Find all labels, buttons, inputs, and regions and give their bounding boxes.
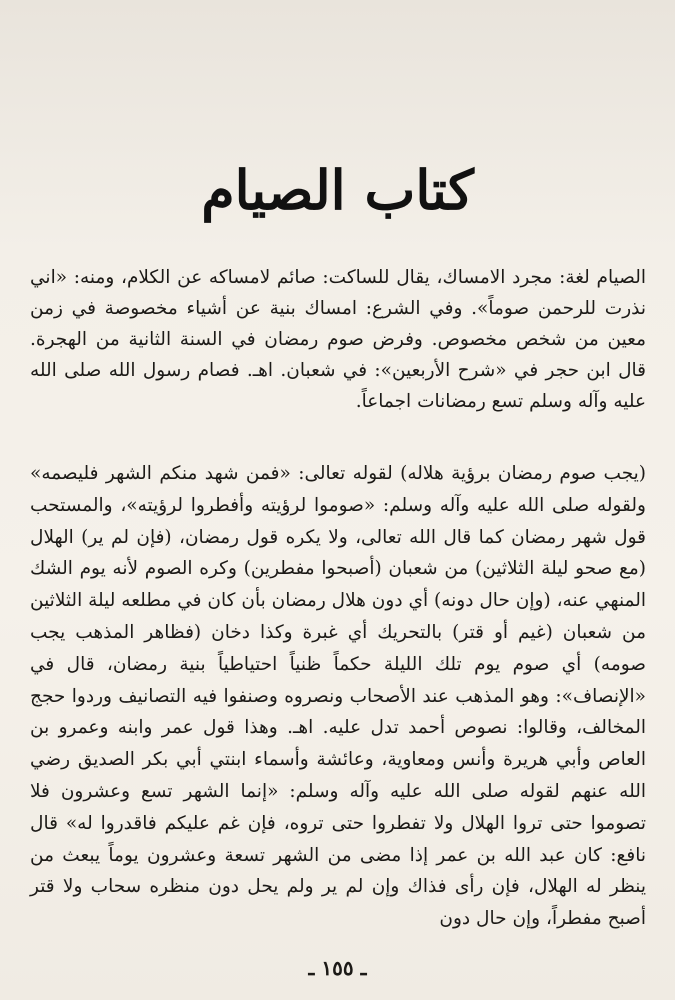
intro-text: الصيام لغة: مجرد الامساك، يقال للساكت: صائم لامساكه عن الكلام، ومنه: «اني نذرت للرحمن صوماً». وفي الشرع: امساك بنية عن أشياء مخصوصة في زمن معين من شخص مخصوص. وفرض صوم رمضان في السنة الثانية من الهجرة. قال ابن حجر في «شرح الأربعين»: في شعبان. اهـ. فصام رسول الله صلى الله عليه وآله وسلم تسع رمضانات اجماعاً. (30, 267, 646, 412)
page-number: ـ ١٥٥ ـ (308, 956, 367, 980)
intro-paragraph (30, 262, 646, 417)
chapter-title: كتاب الصيام (201, 158, 474, 222)
body-paragraph (30, 458, 646, 935)
body-text: (يجب صوم رمضان برؤية هلاله) لقوله تعالى: «فمن شهد منكم الشهر فليصمه» ولقوله صلى الله عليه وآله وسلم: «صوموا لرؤيته وأفطروا لرؤيته»، والمستحب قول شهر رمضان كما قال الله تعالى، ولا يكره قول رمضان، (فإن لم ير) الهلال (مع صحو ليلة الثلاثين) من شعبان (أصبحوا مفطرين) وكره الصوم لأنه يوم الشك المنهي عنه، (وإن حال دونه) أي دون هلال رمضان بأن كان في مطلعه ليلة الثلاثين من شعبان (غيم أو قتر) بالتحريك أي غبرة وكذا دخان (فظاهر المذهب يجب صومه) أي صوم يوم تلك الليلة حكماً ظنياً احتياطياً بنية رمضان، قال في «الإنصاف»: وهو المذهب عند الأصحاب ونصروه وصنفوا فيه التصانيف وردوا حجج المخالف، وقالوا: نصوص أحمد تدل عليه. اهـ. وهذا قول عمر وابنه وعمرو بن العاص وأبي هريرة وأنس ومعاوية، وعائشة وأسماء ابنتي أبي بكر الصديق رضي الله عنهم لقوله صلى الله عليه وآله وسلم: «إنما الشهر تسع وعشرون فلا تصوموا حتى تروا الهلال ولا تفطروا حتى تروه، فإن غم عليكم فاقدروا له» قال نافع: كان عبد الله بن عمر إذا مضى من الشهر تسعة وعشرون يوماً يبعث من ينظر له الهلال، فإن رأى فذاك وإن لم ير ولم يحل دون منظره سحاب ولا قتر أصبح مفطراً، وإن حال دون (30, 463, 646, 930)
